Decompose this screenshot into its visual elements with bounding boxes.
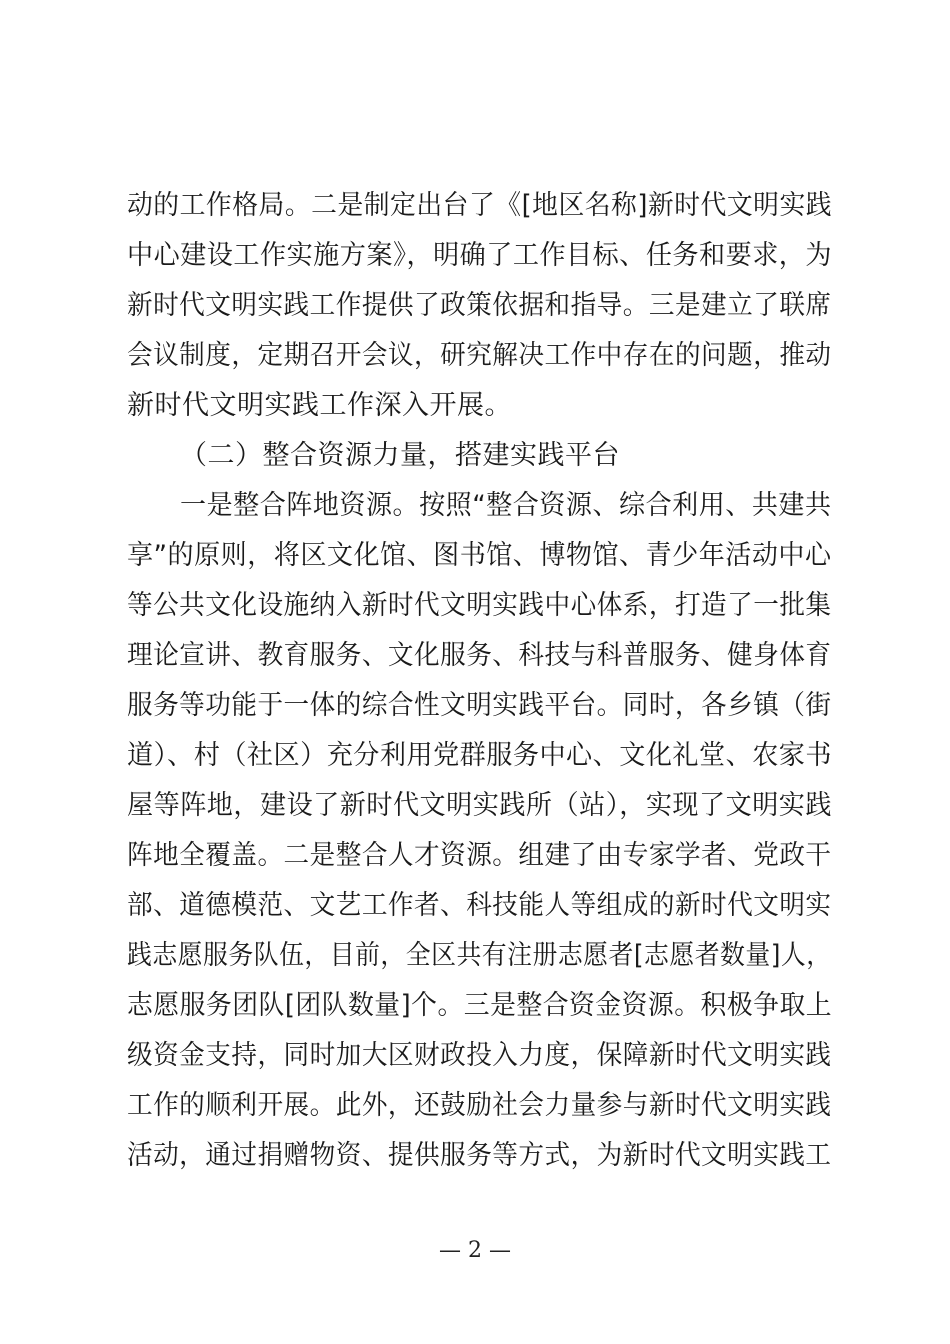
section-heading: （二）整合资源力量，搭建实践平台	[180, 440, 620, 471]
text-line: 会议制度，定期召开会议，研究解决工作中存在的问题，推动	[127, 340, 832, 371]
paragraph-first-line: 一是整合阵地资源。按照“整合资源、综合利用、共建共	[180, 490, 832, 521]
text-line: 阵地全覆盖。二是整合人才资源。组建了由专家学者、党政干	[127, 840, 832, 871]
text-line: 屋等阵地，建设了新时代文明实践所（站），实现了文明实践	[127, 790, 832, 821]
text-line: 践志愿服务队伍，目前，全区共有注册志愿者[志愿者数量]人，	[127, 940, 832, 971]
text-line: 新时代文明实践工作深入开展。	[127, 390, 512, 421]
text-line: 活动，通过捐赠物资、提供服务等方式，为新时代文明实践工	[127, 1140, 832, 1171]
text-line: 志愿服务团队[团队数量]个。三是整合资金资源。积极争取上	[127, 990, 833, 1021]
text-line: 服务等功能于一体的综合性文明实践平台。同时，各乡镇（街	[127, 690, 832, 721]
text-line: 级资金支持，同时加大区财政投入力度，保障新时代文明实践	[127, 1040, 832, 1071]
text-line: 工作的顺利开展。此外，还鼓励社会力量参与新时代文明实践	[127, 1090, 832, 1121]
text-line: 部、道德模范、文艺工作者、科技能人等组成的新时代文明实	[127, 890, 832, 921]
page-number: — 2 —	[439, 1238, 511, 1263]
text-line: 道）、村（社区）充分利用党群服务中心、文化礼堂、农家书	[127, 740, 832, 771]
text-line: 动的工作格局。二是制定出台了《[地区名称]新时代文明实践	[127, 190, 833, 221]
text-line: 中心建设工作实施方案》，明确了工作目标、任务和要求，为	[127, 240, 832, 271]
text-line: 理论宣讲、教育服务、文化服务、科技与科普服务、健身体育	[127, 640, 832, 671]
text-line: 等公共文化设施纳入新时代文明实践中心体系，打造了一批集	[127, 590, 832, 621]
text-line: 享”的原则，将区文化馆、图书馆、博物馆、青少年活动中心	[127, 540, 832, 571]
text-line: 新时代文明实践工作提供了政策依据和指导。三是建立了联席	[127, 290, 832, 321]
